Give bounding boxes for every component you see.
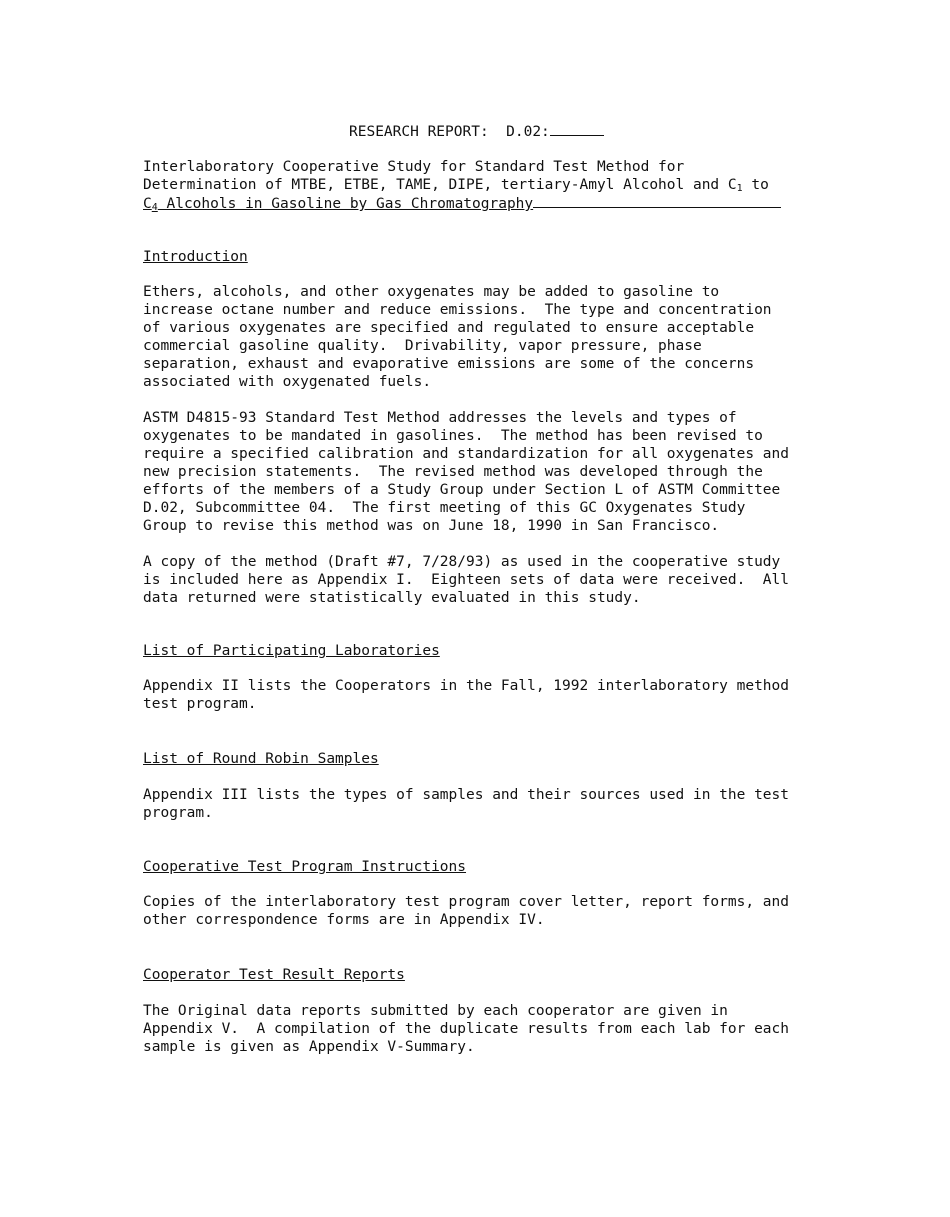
paragraph-line: D.02, Subcommittee 04. The first meeting of this GC Oxygenates Study xyxy=(143,500,746,516)
introduction-paragraph-3 xyxy=(143,553,843,607)
title-line-3-c: C xyxy=(143,196,152,212)
paragraph-line: The Original data reports submitted by each cooperator are given in xyxy=(143,1003,728,1019)
paragraph-line: test program. xyxy=(143,696,257,712)
title-line-1: Interlaboratory Cooperative Study for Standard Test Method for xyxy=(143,159,685,175)
title-line-2-text: Determination of MTBE, ETBE, TAME, DIPE, tertiary-Amyl Alcohol and C xyxy=(143,177,737,193)
paragraph-line: other correspondence forms are in Appendix IV. xyxy=(143,912,545,928)
paragraph-line: commercial gasoline quality. Drivability, vapor pressure, phase xyxy=(143,338,702,354)
title-line-3-text: Alcohols in Gasoline by Gas Chromatography xyxy=(157,196,534,212)
title-subscript-1: 1 xyxy=(736,183,743,194)
paragraph-line: Ethers, alcohols, and other oxygenates may be added to gasoline to xyxy=(143,284,720,300)
paragraph-line: Group to revise this method was on June 18, 1990 in San Francisco. xyxy=(143,518,720,534)
paragraph-line: ASTM D4815-93 Standard Test Method addresses the levels and types of xyxy=(143,410,737,426)
paragraph-line: sample is given as Appendix V-Summary. xyxy=(143,1039,475,1055)
paragraph-line: A copy of the method (Draft #7, 7/28/93) as used in the cooperative study xyxy=(143,554,781,570)
paragraph-line: efforts of the members of a Study Group under Section L of ASTM Committee xyxy=(143,482,781,498)
paragraph-line: Appendix V. A compilation of the duplicate results from each lab for each xyxy=(143,1021,790,1037)
section-heading-instructions: Cooperative Test Program Instructions xyxy=(143,859,467,875)
paragraph-line: program. xyxy=(143,805,213,821)
paragraph-line: associated with oxygenated fuels. xyxy=(143,374,432,390)
report-number-blank xyxy=(550,122,604,136)
introduction-paragraph-2 xyxy=(143,409,843,535)
paragraph-line: of various oxygenates are specified and regulated to ensure acceptable xyxy=(143,320,755,336)
paragraph-line: separation, exhaust and evaporative emissions are some of the concerns xyxy=(143,356,755,372)
paragraph-line: Appendix III lists the types of samples and their sources used in the test xyxy=(143,787,790,803)
reports-paragraph xyxy=(143,1002,843,1056)
paragraph-line: Appendix II lists the Cooperators in the Fall, 1992 interlaboratory method xyxy=(143,678,790,694)
title-line-2 xyxy=(143,176,843,194)
paragraph-line: Copies of the interlaboratory test program cover letter, report forms, and xyxy=(143,894,790,910)
report-header-label: RESEARCH REPORT: D.02: xyxy=(349,124,550,140)
section-heading-introduction: Introduction xyxy=(143,249,248,265)
paragraph-line: data returned were statistically evaluated in this study. xyxy=(143,590,641,606)
document-title xyxy=(143,158,843,212)
title-underline-rule xyxy=(533,194,781,208)
paragraph-line: is included here as Appendix I. Eighteen sets of data were received. All xyxy=(143,572,790,588)
title-line-3 xyxy=(143,194,843,212)
section-heading-reports: Cooperator Test Result Reports xyxy=(143,967,405,983)
section-heading-labs: List of Participating Laboratories xyxy=(143,643,440,659)
paragraph-line: oxygenates to be mandated in gasolines. The method has been revised to xyxy=(143,428,763,444)
report-header xyxy=(349,122,604,141)
paragraph-line: new precision statements. The revised method was developed through the xyxy=(143,464,763,480)
labs-paragraph xyxy=(143,677,843,713)
title-line-2-end: to xyxy=(742,177,769,193)
introduction-paragraph-1 xyxy=(143,283,843,391)
paragraph-line: increase octane number and reduce emissions. The type and concentration xyxy=(143,302,772,318)
samples-paragraph xyxy=(143,786,843,822)
section-heading-samples: List of Round Robin Samples xyxy=(143,751,379,767)
paragraph-line: require a specified calibration and standardization for all oxygenates and xyxy=(143,446,790,462)
instructions-paragraph xyxy=(143,893,843,929)
title-subscript-4: 4 xyxy=(151,202,158,213)
